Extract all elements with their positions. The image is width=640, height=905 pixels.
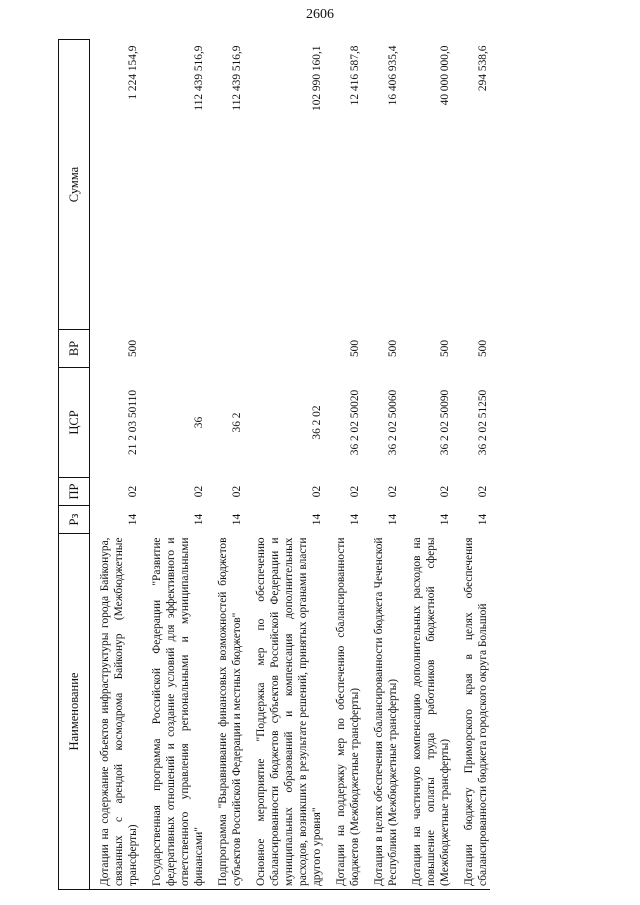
row-rz: 14 [387, 513, 399, 526]
row-rz: 14 [477, 513, 489, 526]
row-name: Государственная программа Российской Федерации "Развитие федеративных отношений и создание условий для эффективного и ответственного управления региональными и муниципальными финансами" [140, 534, 206, 890]
row-rz: 14 [231, 513, 243, 526]
row-csr: 36 2 02 51250 [477, 389, 489, 456]
table-row [206, 40, 244, 890]
row-pr: 02 [439, 485, 451, 498]
row-rz: 14 [193, 513, 205, 526]
row-sum: 102 990 160,1 [311, 45, 323, 111]
row-sum: 112 439 516,9 [231, 45, 243, 111]
row-csr: 36 [193, 416, 205, 429]
row-vr: 500 [127, 339, 139, 358]
row-pr: 02 [193, 485, 205, 498]
row-pr: 02 [311, 485, 323, 498]
header-csr: ЦСР [59, 368, 90, 478]
row-sum: 294 538,6 [477, 45, 489, 92]
header-vr: ВР [59, 330, 90, 368]
row-pr: 02 [387, 485, 399, 498]
row-name: Основное мероприятие "Поддержка мер по обеспечению сбалансированности бюджетов субъектов Российской Федерации и муниципальных образований и компенсация дополнительных расходов, возникших в результате решений, принятых органами власти другого уровня" [244, 534, 324, 890]
header-sum: Сумма [59, 40, 90, 330]
table-row [244, 40, 324, 890]
row-vr: 500 [387, 339, 399, 358]
row-vr [244, 330, 324, 368]
row-pr: 02 [349, 485, 361, 498]
page-number: 2606 [306, 7, 334, 22]
table-row [90, 40, 141, 890]
table-row [400, 40, 452, 890]
row-vr [140, 330, 206, 368]
budget-table [58, 39, 490, 890]
row-name: Подпрограмма "Выравнивание финансовых возможностей бюджетов субъектов Российской Федерации и местных бюджетов" [206, 534, 244, 890]
table-header-row [59, 40, 90, 890]
table-row [140, 40, 206, 890]
rotated-table-container [58, 40, 583, 890]
row-vr: 500 [477, 339, 489, 358]
row-sum: 16 406 935,4 [387, 45, 399, 106]
row-rz: 14 [127, 513, 139, 526]
row-rz: 14 [439, 513, 451, 526]
header-rz: Рз [59, 506, 90, 534]
row-pr: 02 [127, 485, 139, 498]
row-name: Дотация в целях обеспечения сбалансированности бюджета Чеченской Республики (Межбюджетные трансферты) [362, 534, 400, 890]
row-sum: 112 439 516,9 [193, 45, 205, 111]
row-pr: 02 [231, 485, 243, 498]
row-csr: 36 2 [231, 412, 243, 433]
header-pr: ПР [59, 478, 90, 506]
row-sum: 40 000 000,0 [439, 45, 451, 106]
row-vr [206, 330, 244, 368]
row-sum: 12 416 587,8 [349, 45, 361, 106]
row-rz: 14 [311, 513, 323, 526]
row-pr: 02 [477, 485, 489, 498]
row-rz: 14 [349, 513, 361, 526]
row-sum: 1 224 154,9 [127, 45, 139, 100]
row-csr: 36 2 02 50020 [349, 389, 361, 456]
row-name: Дотации на поддержку мер по обеспечению сбалансированности бюджетов (Межбюджетные трансферты) [324, 534, 362, 890]
row-csr: 36 2 02 50060 [387, 389, 399, 456]
row-name: Дотации бюджету Приморского края в целях обеспечения сбалансированности бюджета городского округа Большой [452, 534, 490, 890]
row-csr: 36 2 02 [311, 405, 323, 440]
row-csr: 21 2 03 50110 [127, 389, 139, 456]
row-vr: 500 [439, 339, 451, 358]
row-name: Дотации на частичную компенсацию дополнительных расходов на повышение оплаты труда работников бюджетной сферы (Межбюджетные трансферты) [400, 534, 452, 890]
table-row [452, 40, 490, 890]
row-vr: 500 [349, 339, 361, 358]
row-name: Дотации на содержание объектов инфраструктуры города Байконура, связанных с арендой космодрома Байконур (Межбюджетные трансферты) [90, 534, 141, 890]
table-row [362, 40, 400, 890]
row-csr: 36 2 02 50090 [439, 389, 451, 456]
header-name: Наименование [59, 534, 90, 890]
table-row [324, 40, 362, 890]
